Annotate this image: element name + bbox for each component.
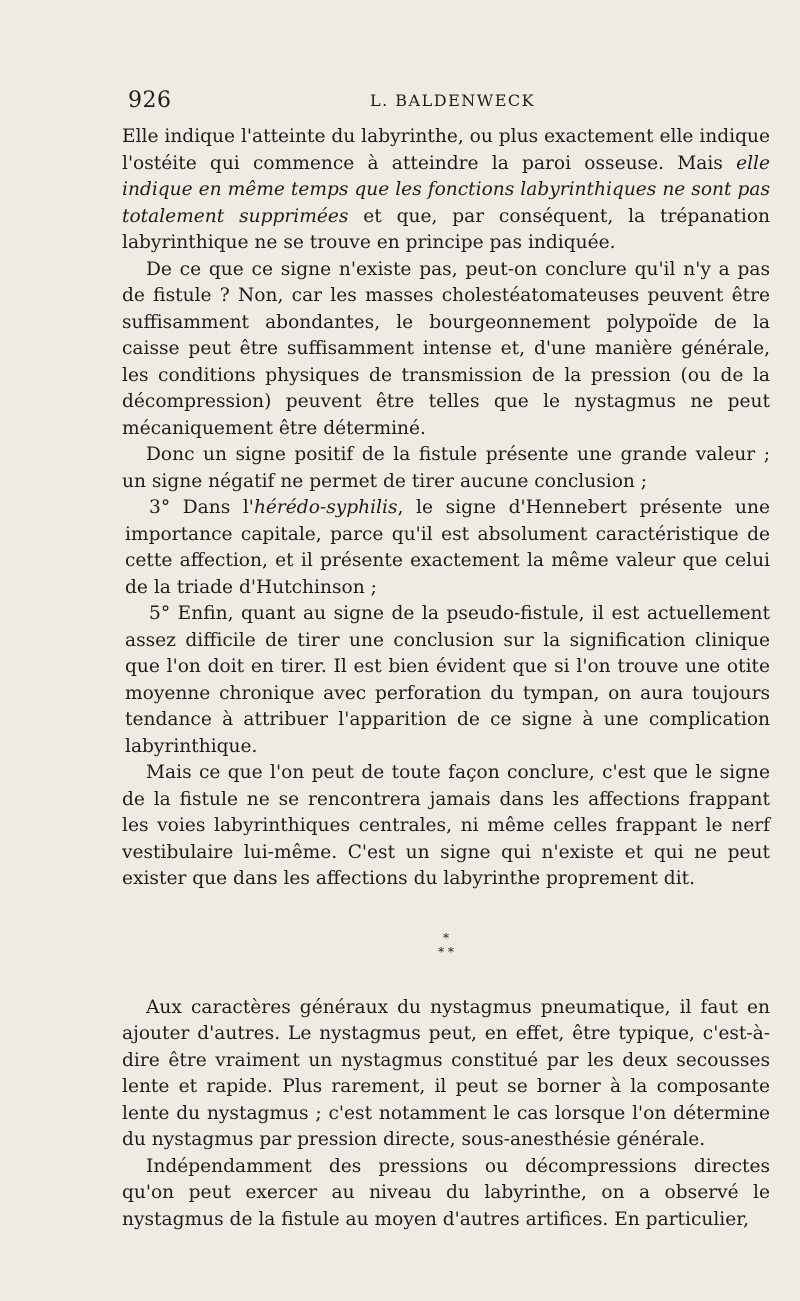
list-item-5: 5° Enfin, quant au signe de la pseudo-fistule, il est actuellement assez difficile de tirer une conclusion sur la signification clinique que l'on doit en tirer. Il est bien évident que si l'on trouve une otite moyenne chronique avec perforation du tympan, on aura toujours tendance à attribuer l'apparition de ce signe à une complication labyrinthique. — [125, 603, 770, 757]
separator-bottom: * * — [438, 944, 454, 959]
separator-top: * — [443, 930, 449, 945]
paragraph-7: Aux caractères généraux du nystagmus pneumatique, il faut en ajouter d'autres. Le nystagmus peut, en effet, être typique, c'est-à-dire être vraiment un nystagmus constitué par les deux secousses lente et rapide. Plus rarement, il peut se borner à la composante lente du nystagmus ; c'est notamment le cas lorsque l'on détermine du nystagmus par pression directe, sous-anesthésie générale. — [122, 996, 770, 1150]
running-head: L. BALDENWECK — [370, 91, 536, 110]
paragraph-1 — [122, 124, 770, 257]
list-item-3-start: 3° Dans l' — [149, 497, 254, 518]
paragraph-8: Indépendamment des pressions ou décompressions directes qu'on peut exercer au niveau du labyrinthe, on a observé le nystagmus de la fistule au moyen d'autres artifices. En particulier, — [122, 1155, 770, 1230]
list-item-3-end: , le signe d'Hennebert présente une importance capitale, parce qu'il est absolument caractéristique de cette affection, et il présente exactement la même valeur que celui de la triade d'Hutchinson ; — [125, 497, 770, 598]
paragraph-6: Mais ce que l'on peut de toute façon conclure, c'est que le signe de la fistule ne se rencontrera jamais dans les affections frappant les voies labyrinthiques centrales, ni même celles frappant le nerf vestibulaire lui-même. C'est un signe qui n'existe et qui ne peut exister que dans les affections du labyrinthe proprement dit. — [122, 762, 770, 889]
section-separator-asterism — [122, 931, 770, 959]
list-item-3 — [122, 495, 770, 601]
list-item-3-italic: hérédo-syphilis — [253, 497, 398, 518]
paragraph-1-end: et que, par conséquent, la trépanation labyrinthique ne se trouve en principe pas indiquée. — [122, 205, 770, 253]
page-header — [125, 88, 765, 114]
paragraph-2: De ce que ce signe n'existe pas, peut-on conclure qu'il n'y a pas de fistule ? Non, car les masses cholestéatomateuses peuvent être suffisamment abondantes, le bourgeonnement polypoïde de la caisse peut être suffisamment intense et, d'une manière générale, les conditions physiques de transmission de la pression (ou de la décompression) peuvent être telles que le nystagmus ne peut mécaniquement être déterminé. — [122, 258, 770, 439]
paragraph-1-italic: elle indique en même temps que les fonctions labyrinthiques ne sont pas totalement supprimées — [122, 152, 770, 227]
page-number: 926 — [128, 88, 172, 113]
paragraph-3: Donc un signe positif de la fistule présente une grande valeur ; un signe négatif ne permet de tirer aucune conclusion ; — [122, 444, 770, 492]
paragraph-1-start: Elle indique l'atteinte du labyrinthe, ou plus exactement elle indique l'ostéite qui commence à atteindre la paroi osseuse. Mais — [122, 126, 770, 174]
body-text — [122, 124, 770, 1233]
